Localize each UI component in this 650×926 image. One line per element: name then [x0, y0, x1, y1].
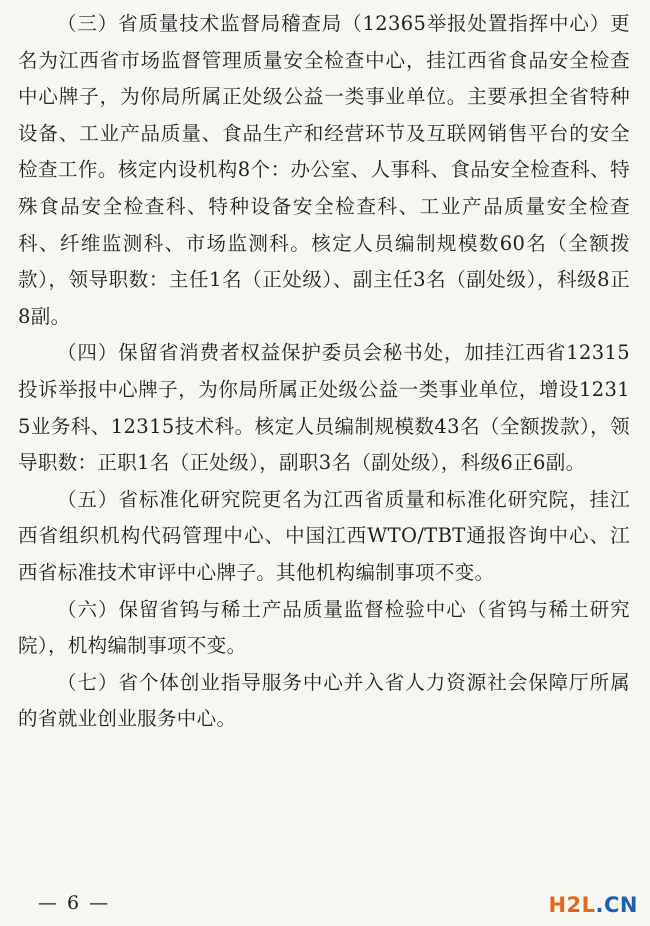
paragraph-7: （七）省个体创业指导服务中心并入省人力资源社会保障厅所属的省就业创业服务中心。 [18, 670, 630, 731]
paragraph-3: （三）省质量技术监督局稽查局（12365举报处置指挥中心）更名为江西省市场监督管理质量安全检查中心，挂江西省食品安全检查中心牌子，为你局所属正处级公益一类事业单位。主要承担全省特种设备、工业产品质量、食品生产和经营环节及互联网销售平台的安全检查工作。核定内设机构8个：办公室、人事科、食品安全检查科、特殊食品安全检查科、特种设备安全检查科、工业产品质量安全检查科、纤维监测科、市场监测科。核定人员编制规模数60名（全额拨款），领导职数：主任1名（正处级）、副主任3名（副处级），科级8正8副。 [18, 12, 630, 328]
watermark-cn: .CN [595, 893, 638, 917]
document-body [18, 6, 630, 738]
site-watermark [548, 893, 638, 917]
paragraph-6: （六）保留省钨与稀土产品质量监督检验中心（省钨与稀土研究院），机构编制事项不变。 [18, 597, 630, 658]
paragraph-5: （五）省标准化研究院更名为江西省质量和标准化研究院，挂江西省组织机构代码管理中心、中国江西WTO/TBT通报咨询中心、江西省标准技术审评中心牌子。其他机构编制事项不变。 [18, 487, 630, 584]
page-number: — 6 — [38, 892, 111, 914]
paragraph-4: （四）保留省消费者权益保护委员会秘书处，加挂江西省12315投诉举报中心牌子，为你局所属正处级公益一类事业单位，增设12315业务科、12315技术科。核定人员编制规模数43名（全额拨款），领导职数：正职1名（正处级），副职3名（副处级），科级6正6副。 [18, 341, 630, 475]
watermark-h2l: H2L [548, 893, 596, 917]
